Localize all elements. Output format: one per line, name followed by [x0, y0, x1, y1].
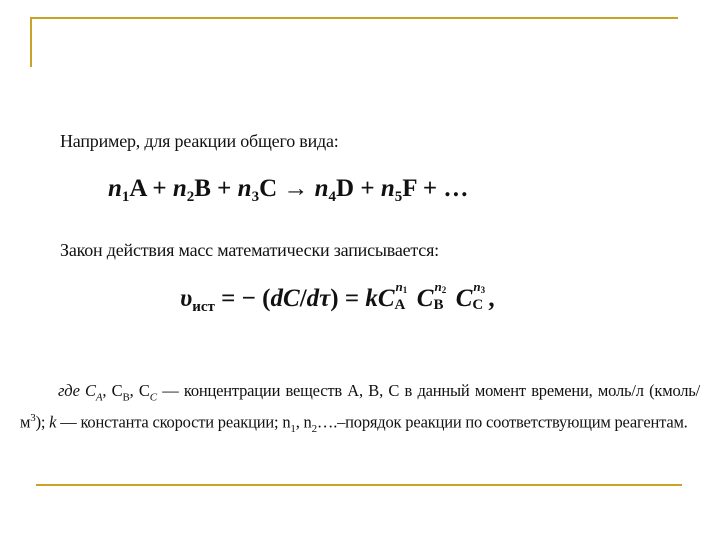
- desc-c-sub: C: [149, 391, 157, 404]
- order-n1-sub: 1: [402, 285, 408, 295]
- order-n2-sub: 2: [441, 285, 447, 295]
- frame-bottom-rule: [36, 484, 682, 486]
- desc-rest4: , n: [295, 412, 312, 432]
- coef-n3: n: [237, 175, 252, 202]
- coef-n2-sub: 2: [186, 189, 195, 205]
- desc-rest5: ….–порядок реакции по соответствующим реагентам.: [316, 412, 688, 432]
- desc-n2: 2: [311, 423, 317, 436]
- product-d: D +: [336, 175, 381, 202]
- conc-b: C: [416, 285, 434, 312]
- slash: /: [299, 285, 307, 312]
- rate-end: ,: [488, 285, 495, 312]
- rate-constant: k: [365, 285, 378, 312]
- coef-n3-sub: 3: [251, 189, 260, 205]
- dt-term: dτ: [306, 285, 331, 312]
- conc-c-sub: C: [472, 297, 484, 313]
- coef-n1: n: [108, 175, 122, 202]
- order-n1: n: [395, 279, 403, 294]
- frame-top-rule: [30, 17, 678, 19]
- desc-k: k: [49, 412, 57, 432]
- desc-rest1: — концентрации веществ A, B, C в данный момент времени, моль/л (кмоль/м: [20, 381, 701, 432]
- reactant-b: B +: [194, 175, 238, 202]
- desc-b-sub: B: [122, 391, 130, 404]
- order-n2: n: [434, 279, 442, 294]
- intro-text: Например, для реакции общего вида:: [60, 131, 339, 151]
- conc-a-sub: A: [394, 297, 406, 313]
- coef-n5-sub: 5: [394, 189, 403, 205]
- coef-n4-sub: 4: [328, 189, 337, 205]
- desc-rest2: );: [35, 412, 50, 432]
- order-n3: n: [473, 279, 481, 294]
- rate-symbol: υ: [180, 285, 193, 312]
- order-n3-sub: 3: [480, 285, 486, 295]
- coef-n2: n: [172, 175, 187, 202]
- conc-b-indices: [433, 279, 449, 313]
- desc-cb: , C: [102, 381, 123, 400]
- reaction-equation: [108, 175, 468, 206]
- desc-cc: , C: [129, 381, 150, 400]
- rate-mid: ) =: [330, 285, 366, 312]
- conc-a: C: [377, 285, 395, 312]
- rate-subscript: ист: [192, 299, 215, 315]
- desc-rest3: — константа скорости реакции; n: [56, 412, 291, 432]
- desc-n1: 1: [290, 423, 296, 436]
- coef-n1-sub: 1: [121, 189, 130, 205]
- reactant-a: A +: [129, 175, 173, 202]
- product-f: F + …: [402, 175, 469, 202]
- desc-a-sub: A: [95, 391, 103, 404]
- coef-n5: n: [380, 175, 395, 202]
- desc-sup3: 3: [30, 412, 36, 425]
- reactant-c: C →: [259, 175, 315, 202]
- conc-a-indices: [394, 279, 411, 313]
- dc-term: dC: [270, 285, 300, 312]
- conc-b-sub: B: [433, 297, 444, 313]
- conc-c: C: [455, 285, 473, 312]
- rate-equation: [180, 279, 495, 316]
- rate-lhs: = − (: [214, 285, 271, 312]
- conc-c-indices: [472, 279, 488, 313]
- law-text: Закон действия масс математически записывается:: [60, 240, 439, 260]
- definition-paragraph: [20, 380, 700, 440]
- desc-where: где C: [58, 381, 96, 400]
- coef-n4: n: [314, 175, 329, 202]
- frame-left-rule: [30, 17, 32, 67]
